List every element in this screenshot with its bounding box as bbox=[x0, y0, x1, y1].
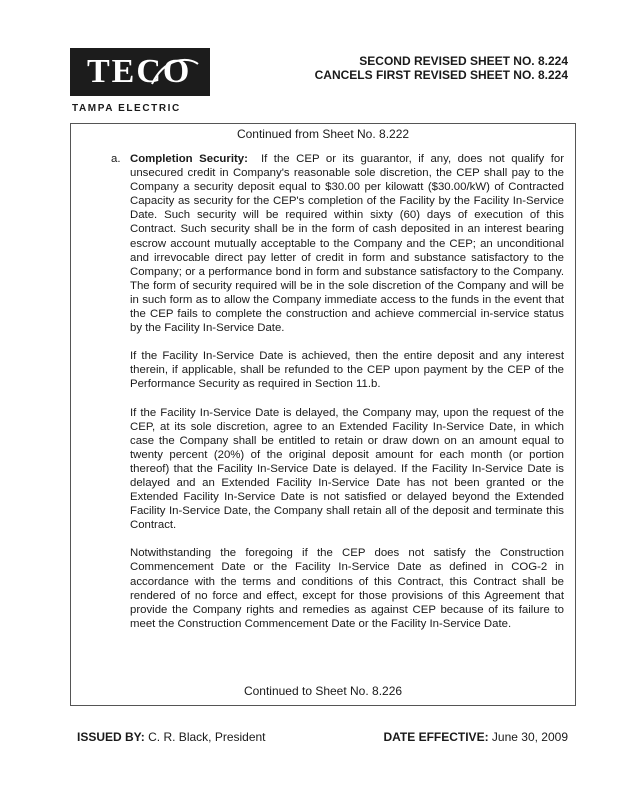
issued-by-value: C. R. Black, President bbox=[148, 730, 266, 744]
tariff-content-frame bbox=[70, 123, 576, 706]
sheet-number: SECOND REVISED SHEET NO. 8.224 bbox=[359, 54, 568, 68]
paragraph-delay: If the Facility In-Service Date is delayed, the Company may, upon the request of the CEP, at its sole discretion, agree to an Extended Facility In-Service Date, in which case the Company shall be entitled to retain or draw down on an amount equal to twenty percent (20%) of the original deposit amount for each month (or portion thereof) that the Facility In-Service Date is delayed. If the Facility In-Service Date is delayed and an Extended Facility In-Service Date has not been granted or the Extended Facility In-Service Date is not satisfied or delayed beyond the Extended Facility In-Service Date, the Company shall retain all of the deposit and terminate this Contract. bbox=[130, 406, 564, 532]
item-label: a. bbox=[111, 153, 121, 165]
issued-by-label: ISSUED BY: bbox=[77, 730, 145, 744]
continued-from: Continued from Sheet No. 8.222 bbox=[236, 127, 410, 141]
continued-to: Continued to Sheet No. 8.226 bbox=[243, 684, 403, 698]
teco-logo bbox=[70, 48, 218, 118]
sheet-info bbox=[315, 54, 568, 82]
logo-wordmark: TECO bbox=[87, 53, 192, 90]
date-effective-value: June 30, 2009 bbox=[491, 730, 568, 744]
paragraph-1-text: If the CEP or its guarantor, if any, does not qualify for unsecured credit in Company's reasonable sole discretion, the CEP shall pay to the Company a security deposit equal to $30.00 per kilowatt ($30.00/kW) of Contracted Capacity as security for the CEP's completion of the Facility by the Facility In-Service Date. Such security will be required within sixty (60) days of execution of this Contract. Such security shall be in the form of cash deposited in an interest bearing escrow account mutually acceptable to the Company and the CEP; an unconditional and irrevocable direct pay letter of credit in form and substance satisfactory to the Company; or a performance bond in form and substance satisfactory to the Company. The form of security required will be in the sole discretion of the Company and will be in such form as to allow the Company immediate access to the funds in the event that the CEP fails to complete the construction and achieve commercial in-service status by the Facility In-Service Date. bbox=[130, 153, 564, 335]
date-effective bbox=[383, 730, 568, 744]
logo-badge bbox=[70, 48, 210, 96]
paragraph-completion-security bbox=[130, 152, 564, 335]
sheet-cancels: CANCELS FIRST REVISED SHEET NO. 8.224 bbox=[314, 68, 568, 82]
tariff-body bbox=[111, 152, 564, 645]
logo-swoosh-icon bbox=[148, 54, 200, 90]
date-effective-label: DATE EFFECTIVE: bbox=[383, 730, 489, 744]
logo-subtitle: TAMPA ELECTRIC bbox=[72, 103, 181, 114]
paragraph-notwithstanding: Notwithstanding the foregoing if the CEP does not satisfy the Construction Commencement Date or the Facility In-Service Date as defined in COG-2 in accordance with the terms and conditions of this Contract, this Contract shall be rendered of no force and effect, except for those provisions of this Agreement that provide the Company rights and remedies as against CEP because of its failure to meet the Construction Commencement Date or the Facility In-Service Date. bbox=[130, 547, 564, 630]
item-heading: Completion Security: bbox=[130, 153, 248, 165]
issued-by bbox=[77, 730, 266, 744]
paragraph-refund: If the Facility In-Service Date is achieved, then the entire deposit and any interest therein, if applicable, shall be refunded to the CEP upon payment by the CEP of the Performance Security as required in Section 11.b. bbox=[130, 350, 564, 391]
